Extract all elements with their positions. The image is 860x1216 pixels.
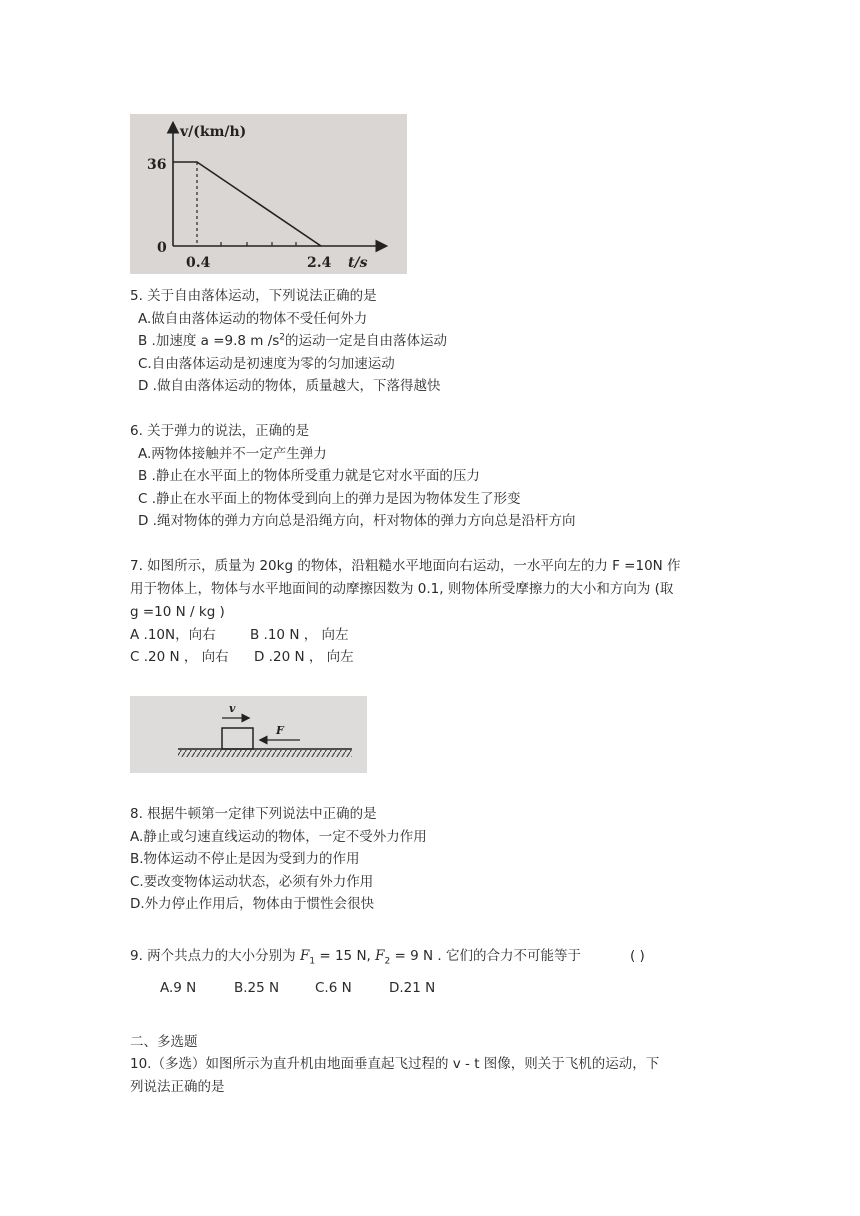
question-8-option-b: B.物体运动不停止是因为受到力的作用: [130, 851, 360, 867]
force-f1: F: [299, 948, 310, 964]
y-axis-label: v/(km/h): [180, 124, 247, 140]
question-7-option-d: D .20 N ， 向左: [254, 649, 354, 665]
option-b-text-rest: 的运动一定是自由落体运动: [285, 333, 448, 349]
block-force-diagram: [130, 696, 367, 773]
x-tick-0-4: 0.4: [186, 255, 211, 271]
answer-blank: ( ): [630, 948, 645, 964]
ground-hatching: [178, 750, 352, 757]
question-7-line-3: g =10 N / kg ): [130, 604, 225, 620]
q9-stem-pre: 9. 两个共点力的大小分别为: [130, 948, 300, 964]
question-8-stem: 8. 根据牛顿第一定律下列说法中正确的是: [130, 806, 377, 822]
f1-subscript: 1: [309, 956, 316, 967]
question-6-option-a: A.两物体接触并不一定产生弹力: [138, 446, 327, 462]
question-5-option-a: A.做自由落体运动的物体不受任何外力: [138, 311, 368, 327]
question-9-option-a: A.9 N: [160, 980, 197, 996]
question-10-line-1: 10.（多选）如图所示为直升机由地面垂直起飞过程的 v - t 图像，则关于飞机的运动，下: [130, 1056, 660, 1072]
question-9-option-d: D.21 N: [389, 980, 436, 996]
velocity-time-graph: [130, 114, 407, 274]
question-7-option-a: A .10N，向右: [130, 627, 216, 643]
velocity-line: [173, 162, 321, 246]
origin-label: 0: [157, 240, 167, 256]
f2-subscript: 2: [384, 956, 391, 967]
question-10-line-2: 列说法正确的是: [130, 1079, 225, 1095]
section-title-multiple-choice: 二、多选题: [130, 1034, 198, 1050]
question-8-option-a: A.静止或匀速直线运动的物体，一定不受外力作用: [130, 829, 427, 845]
question-5-option-c: C.自由落体运动是初速度为零的匀加速运动: [138, 356, 395, 372]
block-force-diagram-svg: [130, 696, 367, 773]
y-tick-36: 36: [147, 157, 167, 173]
block: [222, 728, 253, 749]
q9-stem-mid: = 15 N,: [315, 948, 376, 964]
question-5-option-b: [138, 332, 447, 350]
velocity-label: v: [229, 702, 236, 715]
x-tick-2-4: 2.4: [307, 255, 332, 271]
question-9-option-b: B.25 N: [234, 980, 280, 996]
question-5-stem: 5. 关于自由落体运动，下列说法正确的是: [130, 288, 377, 304]
question-9-option-c: C.6 N: [315, 980, 352, 996]
exponent: 2: [279, 332, 286, 343]
question-5-option-d: D .做自由落体运动的物体，质量越大，下落得越快: [138, 378, 441, 394]
velocity-time-graph-svg: [130, 114, 407, 274]
option-b-text: B .加速度 a =9.8 m /s: [138, 333, 280, 349]
question-6-option-c: C .静止在水平面上的物体受到向上的弹力是因为物体发生了形变: [138, 491, 521, 507]
x-axis-label: t/s: [348, 255, 368, 271]
force-label: F: [276, 724, 284, 737]
question-6-option-b: B .静止在水平面上的物体所受重力就是它对水平面的压力: [138, 468, 480, 484]
question-8-option-d: D.外力停止作用后，物体由于惯性会很快: [130, 896, 375, 912]
question-7-line-2: 用于物体上，物体与水平地面间的动摩擦因数为 0.1, 则物体所受摩擦力的大小和方向为 (取: [130, 581, 674, 597]
question-7-line-1: 7. 如图所示，质量为 20kg 的物体，沿粗糙水平地面向右运动，一水平向左的力 F =10N 作: [130, 558, 681, 574]
force-f2: F: [375, 948, 385, 964]
q9-stem-post: = 9 N . 它们的合力不可能等于: [390, 948, 581, 964]
question-6-option-d: D .绳对物体的弹力方向总是沿绳方向，杆对物体的弹力方向总是沿杆方向: [138, 513, 576, 529]
question-9-stem: [130, 947, 581, 965]
question-8-option-c: C.要改变物体运动状态，必须有外力作用: [130, 874, 374, 890]
question-6-stem: 6. 关于弹力的说法，正确的是: [130, 423, 310, 439]
question-7-option-c: C .20 N ， 向右: [130, 649, 229, 665]
question-7-option-b: B .10 N ， 向左: [250, 627, 349, 643]
